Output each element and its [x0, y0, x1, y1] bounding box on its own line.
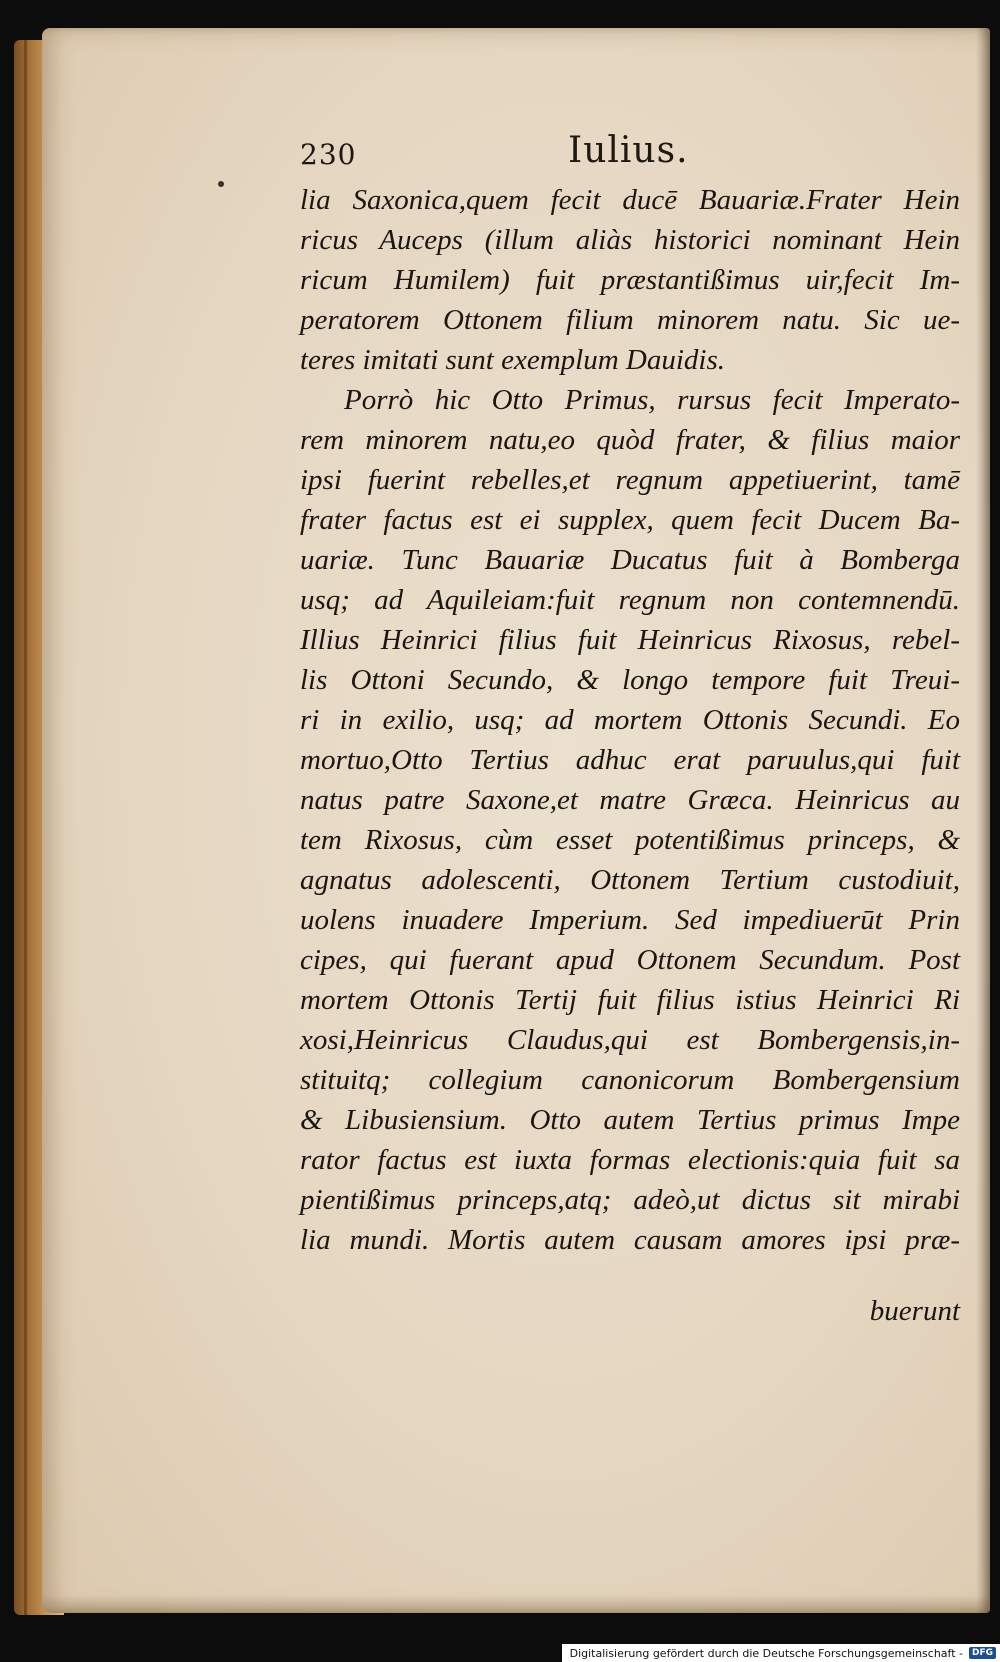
text-line: ricus Auceps (illum aliàs historici nominant Hein — [300, 224, 960, 256]
text-line: mortuo,Otto Tertius adhuc erat paruulus,qui fuit — [300, 744, 960, 776]
catchword: buerunt — [869, 1295, 960, 1327]
digitization-footer — [562, 1644, 1000, 1662]
text-line: mortem Ottonis Tertij fuit filius istius Heinrici Ri — [300, 984, 960, 1016]
text-line: ri in exilio, usq; ad mortem Ottonis Secundi. Eo — [300, 704, 960, 736]
text-line: Porrò hic Otto Primus, rursus fecit Imperato- — [344, 384, 960, 416]
text-line: ricum Humilem) fuit præstantißimus uir,fecit Im- — [300, 264, 960, 296]
text-line: Illius Heinrici filius fuit Heinricus Rixosus, rebel- — [300, 624, 960, 656]
text-line: & Libusiensium. Otto autem Tertius primus Impe — [300, 1104, 960, 1136]
page-bottom-edge — [42, 1595, 990, 1613]
dfg-logo-icon: DFG — [969, 1647, 996, 1659]
text-line: stituitq; collegium canonicorum Bombergensium — [300, 1064, 960, 1096]
text-line: natus patre Saxone,et matre Græca. Heinricus au — [300, 784, 960, 816]
text-line: rem minorem natu,eo quòd frater, & filius maior — [300, 424, 960, 456]
text-line: cipes, qui fuerant apud Ottonem Secundum. Post — [300, 944, 960, 976]
ink-speck — [218, 181, 224, 187]
text-line: frater factus est ei supplex, quem fecit Ducem Ba- — [300, 504, 960, 536]
running-head: Iulius. — [568, 130, 689, 171]
page-header — [300, 130, 960, 178]
text-line: lis Ottoni Secundo, & longo tempore fuit Treui- — [300, 664, 960, 696]
text-line: uolens inuadere Imperium. Sed impediuerūt Prin — [300, 904, 960, 936]
footer-credit: Digitalisierung gefördert durch die Deutsche Forschungsgemeinschaft - — [569, 1646, 963, 1660]
text-line: agnatus adolescenti, Ottonem Tertium custodiuit, — [300, 864, 960, 896]
text-line: lia mundi. Mortis autem causam amores ipsi præ- — [300, 1224, 960, 1256]
text-line: usq; ad Aquileiam:fuit regnum non contemnendū. — [300, 584, 960, 616]
text-line: teres imitati sunt exemplum Dauidis. — [300, 344, 726, 376]
gutter-shadow — [976, 28, 990, 1613]
text-line: uariæ. Tunc Bauariæ Ducatus fuit à Bomberga — [300, 544, 960, 576]
text-line: ipsi fuerint rebelles,et regnum appetiuerint, tamē — [300, 464, 960, 496]
text-line: tem Rixosus, cùm esset potentißimus princeps, & — [300, 824, 960, 856]
text-block — [300, 180, 960, 1260]
text-line: peratorem Ottonem filium minorem natu. Sic ue- — [300, 304, 960, 336]
text-line: pientißimus princeps,atq; adeò,ut dictus sit mirabi — [300, 1184, 960, 1216]
text-line: lia Saxonica,quem fecit ducē Bauariæ.Frater Hein — [300, 184, 960, 216]
text-line: rator factus est iuxta formas electionis:quia fuit sa — [300, 1144, 960, 1176]
text-line: xosi,Heinricus Claudus,qui est Bombergensis,in- — [300, 1024, 960, 1056]
page-number: 230 — [300, 138, 357, 171]
